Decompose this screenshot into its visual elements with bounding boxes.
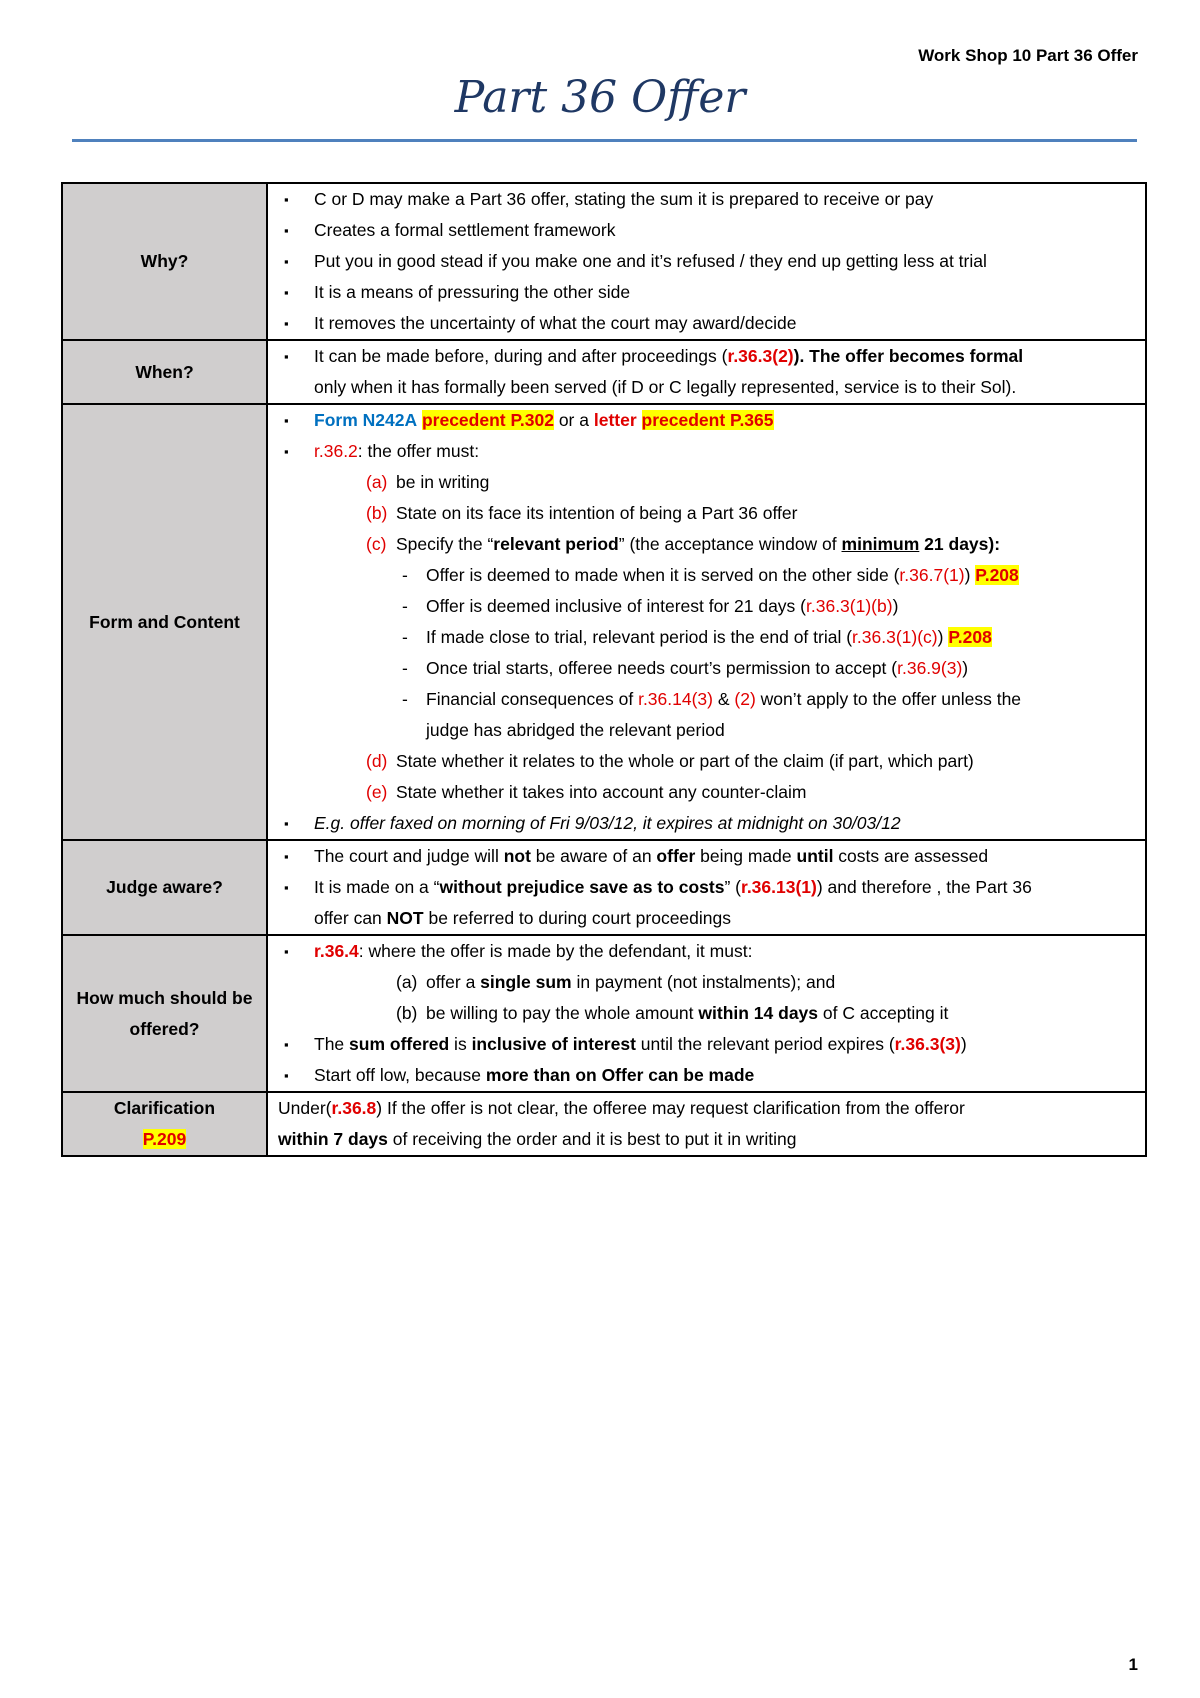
precedent-highlight: precedent P.302 xyxy=(421,410,554,430)
table-row-howmuch xyxy=(62,935,1146,1092)
rule-reference: r.36.13(1) xyxy=(740,877,817,897)
table-row-judge xyxy=(62,840,1146,935)
rule-reference: r.36.7(1) xyxy=(899,565,965,585)
row-label-form: Form and Content xyxy=(62,404,267,840)
dash-item: - Financial consequences of r.36.14(3) & (2) won’t apply to the offer unless the xyxy=(402,689,1022,709)
rule-reference: r.36.2 xyxy=(314,441,358,461)
row-content-judge xyxy=(267,840,1146,935)
list-item: ▪ Form N242A precedent P.302 or a letter precedent P.365 xyxy=(284,405,1137,436)
page-highlight: P.209 xyxy=(142,1129,187,1149)
list-item: ▪ It removes the uncertainty of what the court may award/decide xyxy=(284,308,1137,339)
row-label-howmuch: How much should be offered? xyxy=(62,935,267,1092)
row-label-when: When? xyxy=(62,340,267,404)
rule-reference: r.36.4 xyxy=(314,941,359,961)
table-row-form xyxy=(62,404,1146,840)
row-content-howmuch xyxy=(267,935,1146,1092)
sub-item-c: (c) Specify the “relevant period” (the acceptance window of minimum 21 days): xyxy=(366,534,1001,554)
dash-item: - Offer is deemed to made when it is served on the other side (r.36.7(1)) P.208 xyxy=(402,565,1019,585)
list-item: ▪ r.36.2: the offer must: xyxy=(284,436,1137,467)
form-name: Form N242A xyxy=(314,410,418,430)
table-row-when xyxy=(62,340,1146,404)
rule-reference: r.36.14(3) xyxy=(638,689,713,709)
list-item: ▪ r.36.4: where the offer is made by the defendant, it must: xyxy=(284,936,1137,967)
page-number: 1 xyxy=(1128,1655,1138,1674)
table-row-why xyxy=(62,183,1146,340)
list-item: ▪ It is a means of pressuring the other side xyxy=(284,277,1137,308)
table-row-clarification xyxy=(62,1092,1146,1156)
list-item: ▪ The court and judge will not be aware of an offer being made until costs are assessed xyxy=(284,841,1137,872)
row-content-when xyxy=(267,340,1146,404)
sub-item-b: (b) State on its face its intention of being a Part 36 offer xyxy=(366,503,798,523)
list-item: ▪ C or D may make a Part 36 offer, stating the sum it is prepared to receive or pay xyxy=(284,184,1137,215)
notes-table xyxy=(61,182,1147,1157)
dash-item-continued: judge has abridged the relevant period xyxy=(426,720,725,740)
sub-item-e: (e) State whether it takes into account any counter-claim xyxy=(366,782,807,802)
row-label-judge: Judge aware? xyxy=(62,840,267,935)
row-content-why xyxy=(267,183,1146,340)
list-item: ▪ Put you in good stead if you make one and it’s refused / they end up getting less at trial xyxy=(284,246,1137,277)
rule-reference: r.36.3(1)(c) xyxy=(852,627,938,647)
row-label-clarification: Clarification P.209 xyxy=(62,1092,267,1156)
list-item: ▪ The sum offered is inclusive of interest until the relevant period expires (r.36.3(3)) xyxy=(284,1029,1137,1060)
list-item: ▪ It can be made before, during and after proceedings (r.36.3(2)). The offer becomes formal only when it has formally been served (if D or C legally represented, service is to their Sol). xyxy=(284,341,1137,403)
rule-reference: r.36.3(2) xyxy=(727,346,794,366)
title-divider xyxy=(72,139,1137,142)
rule-reference: r.36.8 xyxy=(331,1098,377,1118)
list-item: ▪ Start off low, because more than on Offer can be made xyxy=(284,1060,1137,1091)
sub-item-d: (d) State whether it relates to the whole or part of the claim (if part, which part) xyxy=(366,751,974,771)
sub-item-a: (a) be in writing xyxy=(366,472,490,492)
row-content-clarification: Under(r.36.8) If the offer is not clear, the offeree may request clarification from the offeror within 7 days of receiving the order and it is best to put it in writing xyxy=(267,1092,1146,1156)
page-highlight: P.208 xyxy=(948,627,992,647)
dash-item: - Once trial starts, offeree needs court’s permission to accept (r.36.9(3)) xyxy=(402,658,969,678)
rule-reference: r.36.9(3) xyxy=(897,658,963,678)
list-item: ▪ Creates a formal settlement framework xyxy=(284,215,1137,246)
rule-reference: (2) xyxy=(734,689,756,709)
list-item: ▪ E.g. offer faxed on morning of Fri 9/03/12, it expires at midnight on 30/03/12 xyxy=(284,808,1137,839)
rule-reference: r.36.3(3) xyxy=(894,1034,961,1054)
sub-item-b: (b) be willing to pay the whole amount within 14 days of C accepting it xyxy=(396,1003,949,1023)
page-highlight: P.208 xyxy=(975,565,1019,585)
dash-item: - Offer is deemed inclusive of interest for 21 days (r.36.3(1)(b)) xyxy=(402,596,899,616)
list-item: ▪ It is made on a “without prejudice save as to costs” (r.36.13(1)) and therefore , the Part 36 offer can NOT be referred to during court proceedings xyxy=(284,872,1137,934)
sub-item-a: (a) offer a single sum in payment (not instalments); and xyxy=(396,972,836,992)
dash-item: - If made close to trial, relevant period is the end of trial (r.36.3(1)(c)) P.208 xyxy=(402,627,992,647)
page-title: Part 36 Offer xyxy=(454,72,746,123)
row-content-form xyxy=(267,404,1146,840)
rule-reference: r.36.3(1)(b) xyxy=(806,596,893,616)
precedent-highlight: precedent P.365 xyxy=(641,410,774,430)
document-header-label: Work Shop 10 Part 36 Offer xyxy=(918,46,1138,65)
row-label-why: Why? xyxy=(62,183,267,340)
